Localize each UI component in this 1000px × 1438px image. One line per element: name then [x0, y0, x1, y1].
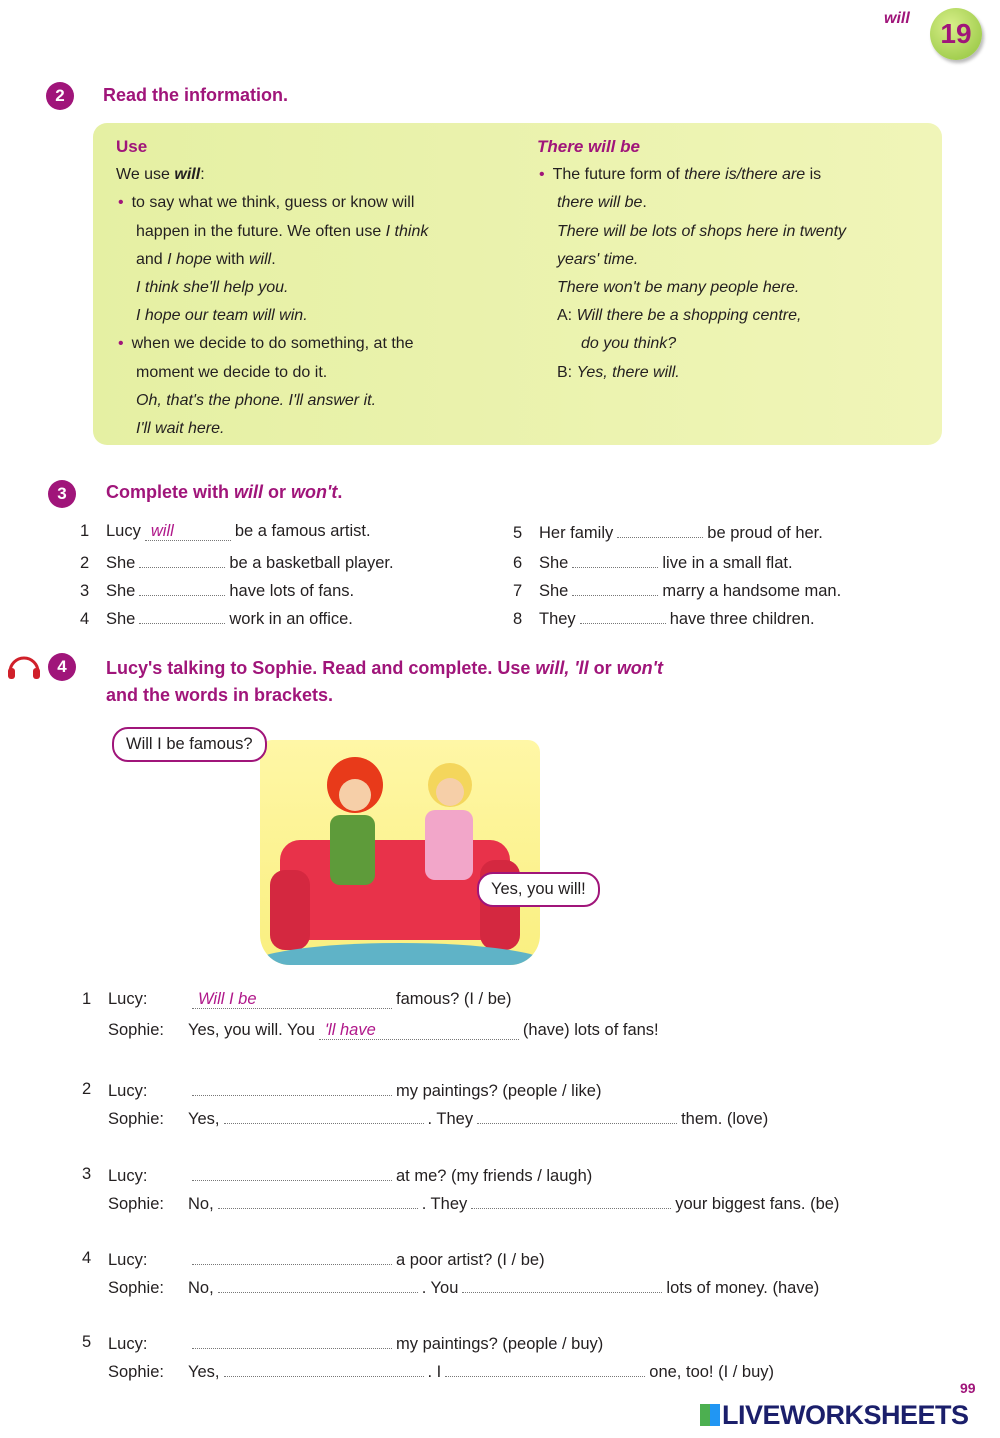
answer-blank[interactable] [572, 550, 658, 568]
title-text: won't [616, 658, 663, 678]
item-number: 3 [80, 582, 90, 600]
dialogue-line-sophie [108, 1191, 839, 1215]
info-text: . [642, 194, 647, 212]
item-number: 1 [82, 990, 92, 1008]
item-rest: be a basketball player. [229, 554, 394, 572]
info-line [537, 218, 937, 246]
info-line [537, 133, 937, 161]
item-rest: marry a handsome man. [662, 582, 842, 600]
info-line [116, 387, 516, 415]
info-text: years' time. [557, 250, 639, 268]
title-text: won't [291, 482, 338, 502]
item-rest: have three children. [669, 610, 815, 628]
item-subject: They [539, 610, 576, 628]
item-subject: She [539, 582, 569, 600]
line-text: . They [421, 1195, 468, 1213]
answer-blank[interactable] [192, 1247, 392, 1265]
item-rest: live in a small flat. [662, 554, 793, 572]
item-number: 3 [82, 1165, 92, 1183]
info-text: and [136, 250, 168, 268]
lucy-speech-bubble: Will I be famous? [112, 727, 267, 762]
line-text: Yes, [188, 1363, 220, 1381]
title-text: or [263, 482, 292, 502]
exercise-3-item [513, 606, 815, 630]
speaker-label: Lucy: [108, 1335, 148, 1353]
info-text: moment we decide to do it. [136, 363, 328, 381]
item-number: 2 [82, 1080, 92, 1098]
answer-blank[interactable] [218, 1191, 418, 1209]
dialogue-line-sophie [108, 1019, 659, 1041]
info-text: There won't be many people here. [557, 279, 800, 297]
speaker-label: Lucy: [108, 1082, 148, 1100]
exercise-3-item [513, 550, 793, 574]
info-line [116, 330, 516, 358]
liveworksheets-logo [700, 1400, 969, 1431]
info-line [116, 415, 516, 443]
info-text: happen in the future. We often use [136, 222, 386, 240]
answer-blank[interactable] [218, 1275, 418, 1293]
info-text: A: [557, 307, 577, 325]
line-text: famous? (I / be) [396, 990, 512, 1008]
sophie-speech-bubble: Yes, you will! [477, 872, 600, 907]
info-text: B: [557, 363, 577, 381]
answer-blank[interactable] [192, 1331, 392, 1349]
answer-blank[interactable] [139, 606, 225, 624]
title-text: will, 'll [535, 658, 589, 678]
info-text: is [805, 166, 822, 184]
info-line [116, 274, 516, 302]
exercise-3-item [80, 578, 354, 602]
line-text: lots of money. (have) [666, 1279, 820, 1297]
speaker-label: Lucy: [108, 990, 148, 1008]
item-subject: She [539, 554, 569, 572]
section-4-title [106, 655, 663, 709]
speaker-label: Sophie: [108, 1279, 164, 1297]
speaker-label: Sophie: [108, 1110, 164, 1128]
info-text: will [174, 166, 201, 184]
title-text: Complete with [106, 482, 235, 502]
dialogue-line-lucy [82, 1163, 593, 1187]
line-text: them. (love) [681, 1110, 769, 1128]
line-text: your biggest fans. (be) [675, 1195, 840, 1213]
section-2-title: Read the information. [103, 85, 289, 105]
item-subject: She [106, 554, 136, 572]
info-text: there will be [557, 194, 643, 212]
item-number: 5 [82, 1333, 92, 1351]
info-line [537, 189, 937, 217]
speaker-label: Sophie: [108, 1195, 164, 1213]
info-line [537, 274, 937, 302]
info-text: There will be lots of shops here in twenty [557, 222, 847, 240]
line-text: . You [421, 1279, 459, 1297]
logo-text: LIVEWORKSHEETS [722, 1400, 969, 1430]
info-text: do you think? [581, 335, 677, 353]
info-line [537, 302, 937, 330]
exercise-3-item [80, 520, 371, 542]
item-subject: Her family [539, 524, 614, 542]
line-text: . They [427, 1110, 474, 1128]
bullet-icon: • [118, 335, 124, 353]
answer-blank[interactable] [445, 1359, 645, 1377]
item-rest: work in an office. [229, 610, 353, 628]
info-line [537, 161, 937, 189]
exercise-3-item [80, 606, 353, 630]
section-3-badge: 3 [48, 480, 76, 508]
item-rest: be proud of her. [707, 524, 823, 542]
item-number: 6 [513, 554, 523, 572]
section-4-badge: 4 [48, 653, 76, 681]
info-text: . [271, 250, 276, 268]
info-there-will-be-column [537, 133, 937, 387]
line-text: (have) lots of fans! [522, 1021, 659, 1039]
info-text: when we decide to do something, at the [131, 335, 414, 353]
speaker-label: Sophie: [108, 1021, 164, 1039]
speaker-label: Sophie: [108, 1363, 164, 1381]
answer-blank[interactable] [139, 550, 225, 568]
answer-blank[interactable] [477, 1106, 677, 1124]
section-2-badge: 2 [46, 82, 74, 110]
unit-number-badge: 19 [930, 8, 982, 60]
dialogue-line-sophie [108, 1106, 768, 1130]
info-box [93, 123, 942, 445]
line-text: my paintings? (people / buy) [396, 1335, 604, 1353]
speaker-label: Lucy: [108, 1251, 148, 1269]
info-text: I hope [167, 250, 212, 268]
answer-blank[interactable]: Will I be [192, 991, 392, 1009]
item-rest: be a famous artist. [234, 522, 371, 540]
line-text: a poor artist? (I / be) [396, 1251, 545, 1269]
bullet-icon: • [539, 166, 545, 184]
line-text: No, [188, 1279, 214, 1297]
dialogue-line-sophie [108, 1275, 819, 1299]
answer-blank[interactable] [580, 606, 666, 624]
exercise-3-item [513, 578, 841, 602]
page-number: 99 [960, 1380, 976, 1396]
answer-blank[interactable]: will [145, 523, 231, 541]
answer-blank[interactable] [224, 1106, 424, 1124]
info-line [537, 330, 937, 358]
info-text: : [200, 166, 205, 184]
info-text: The future form of [552, 166, 685, 184]
answer-blank[interactable] [192, 1078, 392, 1096]
info-text: I hope our team will win. [136, 307, 308, 325]
info-line [116, 359, 516, 387]
item-subject: Lucy [106, 522, 141, 540]
answer-blank[interactable] [471, 1191, 671, 1209]
item-rest: have lots of fans. [229, 582, 355, 600]
line-text: Yes, you will. You [188, 1021, 315, 1039]
bullet-icon: • [118, 194, 124, 212]
answer-blank[interactable] [139, 578, 225, 596]
info-text: there is/there are [684, 166, 806, 184]
dialogue-line-lucy [82, 1078, 602, 1102]
answer-blank[interactable] [572, 578, 658, 596]
item-number: 4 [80, 610, 90, 628]
item-number: 8 [513, 610, 523, 628]
info-text: I think she'll help you. [136, 279, 289, 297]
info-text: I'll wait here. [136, 420, 225, 438]
info-line [537, 246, 937, 274]
dialogue-line-lucy [82, 1331, 604, 1355]
dialogue-line-lucy [82, 988, 512, 1010]
line-text: at me? (my friends / laugh) [396, 1167, 593, 1185]
title-text: will [234, 482, 264, 502]
speaker-label: Lucy: [108, 1167, 148, 1185]
title-text: Lucy's talking to Sophie. Read and complete. Use [106, 658, 536, 678]
info-text: Oh, that's the phone. I'll answer it. [136, 391, 377, 409]
unit-topic-label: will [884, 10, 910, 27]
info-text: Will there be a shopping centre, [576, 307, 802, 325]
section-3-title [106, 482, 342, 503]
info-text: Use [116, 137, 148, 156]
info-line [116, 218, 516, 246]
info-text: will [248, 250, 272, 268]
title-text: and the words in brackets. [106, 685, 334, 705]
answer-blank[interactable] [462, 1275, 662, 1293]
item-number: 5 [513, 524, 523, 542]
answer-blank[interactable] [617, 520, 703, 538]
line-text: one, too! (I / buy) [649, 1363, 775, 1381]
dialogue-line-sophie [108, 1359, 774, 1383]
line-text: . I [427, 1363, 442, 1381]
info-line [116, 246, 516, 274]
item-number: 1 [80, 522, 90, 540]
info-text: to say what we think, guess or know will [131, 194, 415, 212]
lucy-sophie-illustration [260, 740, 540, 965]
answer-blank[interactable] [192, 1163, 392, 1181]
info-text: There will be [537, 137, 640, 156]
info-text: I think [385, 222, 429, 240]
info-line [116, 189, 516, 217]
exercise-3-item [80, 550, 394, 574]
info-text: We use [116, 166, 175, 184]
info-line [537, 359, 937, 387]
info-line [116, 161, 516, 189]
info-line [116, 133, 516, 161]
item-subject: She [106, 610, 136, 628]
info-text: with [211, 250, 249, 268]
logo-icon [700, 1404, 720, 1426]
line-text: my paintings? (people / like) [396, 1082, 602, 1100]
info-use-column [116, 133, 516, 443]
audio-headphones-icon[interactable] [6, 652, 42, 680]
item-number: 2 [80, 554, 90, 572]
dialogue-line-lucy [82, 1247, 545, 1271]
title-text: . [337, 482, 343, 502]
answer-blank[interactable] [224, 1359, 424, 1377]
line-text: No, [188, 1195, 214, 1213]
item-subject: She [106, 582, 136, 600]
exercise-3-item [513, 520, 823, 544]
info-line [116, 302, 516, 330]
line-text: Yes, [188, 1110, 220, 1128]
item-number: 4 [82, 1249, 92, 1267]
answer-blank[interactable]: 'll have [319, 1022, 519, 1040]
title-text: or [588, 658, 617, 678]
item-number: 7 [513, 582, 523, 600]
info-text: Yes, there will. [576, 363, 680, 381]
